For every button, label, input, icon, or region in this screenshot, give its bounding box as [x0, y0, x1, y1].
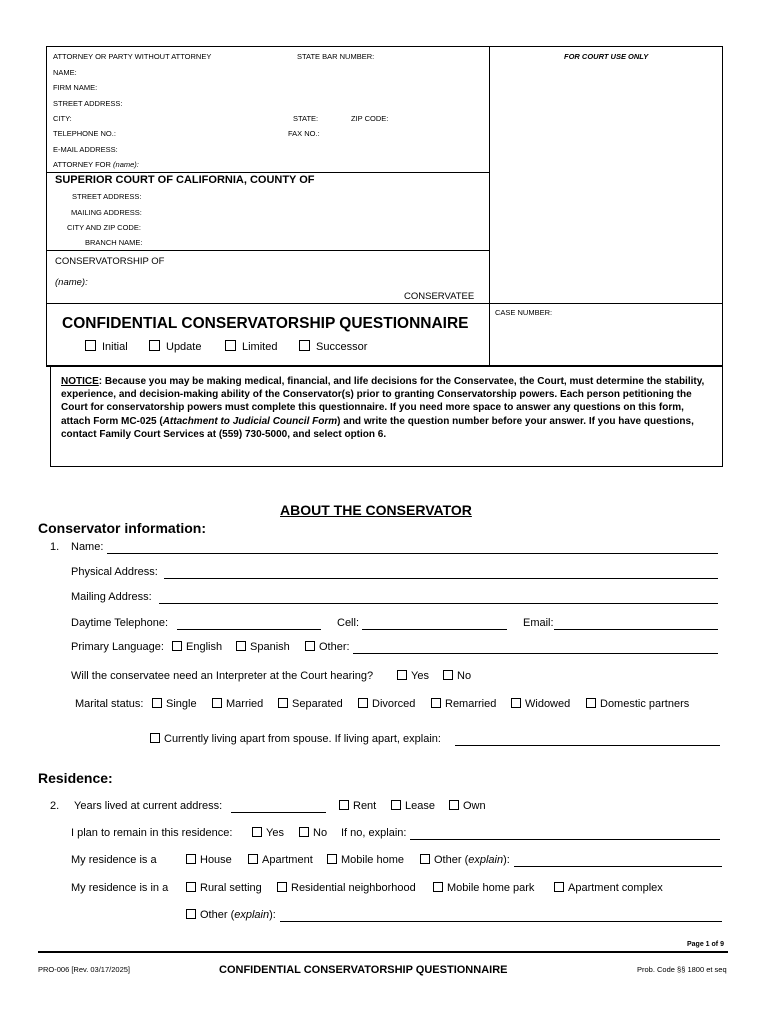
remain-label: I plan to remain in this residence: [71, 827, 233, 839]
case-top-rule [46, 250, 489, 251]
court-title: SUPERIOR COURT OF CALIFORNIA, COUNTY OF [55, 174, 315, 186]
notice-text: NOTICE: Because you may be making medical, financial, and life decisions for the Conservatee, the Court, must determine the stability, experience, and decision-making ability of the Conservator(s) prior to granting Conservatorship powers. Each person petitioning the Court for conservatorship powers must complete this questionnaire. If you need more space to answer any questions on this form, attach Form MC-025 (Attachment to Judicial Council Form) and write the question number before your answer. If you have questions, contact Family Court Services at (559) 730-5000, and select option 6. [61, 376, 705, 440]
language-spanish[interactable]: Spanish [236, 641, 290, 653]
checkbox[interactable] [586, 698, 596, 708]
marital-married[interactable]: Married [212, 698, 263, 710]
form-id: PRO-006 [Rev. 03/17/2025] [38, 965, 130, 974]
checkbox[interactable] [85, 340, 96, 351]
page-number: Page 1 of 9 [687, 941, 724, 948]
checkbox[interactable] [277, 882, 287, 892]
conservatee-label: CONSERVATEE [404, 291, 475, 302]
footer-title: CONFIDENTIAL CONSERVATORSHIP QUESTIONNAIRE [219, 964, 508, 976]
type-other-field[interactable] [514, 866, 722, 867]
marital-remarried[interactable]: Remarried [431, 698, 496, 710]
checkbox[interactable] [225, 340, 236, 351]
checkbox[interactable] [212, 698, 222, 708]
checkbox[interactable] [449, 800, 459, 810]
marital-domestic-partners[interactable]: Domestic partners [586, 698, 689, 710]
setting-residential[interactable]: Residential neighborhood [277, 882, 416, 894]
language-english[interactable]: English [172, 641, 222, 653]
living-apart-field[interactable] [455, 745, 720, 746]
checkbox[interactable] [299, 827, 309, 837]
remain-no[interactable]: No [299, 827, 327, 839]
checkbox[interactable] [186, 909, 196, 919]
setting-mobile-home-park[interactable]: Mobile home park [433, 882, 534, 894]
language-label: Primary Language: [71, 641, 164, 653]
checkbox[interactable] [236, 641, 246, 651]
checkbox[interactable] [150, 733, 160, 743]
checkbox[interactable] [358, 698, 368, 708]
checkbox[interactable] [186, 882, 196, 892]
marital-widowed[interactable]: Widowed [511, 698, 570, 710]
checkbox[interactable] [327, 854, 337, 864]
tenure-own[interactable]: Own [449, 800, 486, 812]
remain-yes[interactable]: Yes [252, 827, 284, 839]
type-apartment[interactable]: Apartment [248, 854, 313, 866]
checkbox[interactable] [252, 827, 262, 837]
email-field[interactable] [554, 629, 718, 630]
checkbox[interactable] [186, 854, 196, 864]
option-successor[interactable]: Successor [299, 340, 367, 353]
cell-field[interactable] [362, 629, 507, 630]
court-city-zip-label: CITY AND ZIP CODE: [67, 223, 141, 232]
court-top-rule [46, 172, 489, 173]
attorney-for-label: ATTORNEY FOR (name): [53, 160, 139, 169]
checkbox[interactable] [397, 670, 407, 680]
mailing-address-label: Mailing Address: [71, 591, 152, 603]
type-mobile-home[interactable]: Mobile home [327, 854, 404, 866]
city-label: CITY: [53, 114, 72, 123]
checkbox[interactable] [305, 641, 315, 651]
conservatee-name-label: (name): [55, 277, 88, 288]
physical-address-field[interactable] [164, 578, 718, 579]
court-branch-label: BRANCH NAME: [85, 238, 143, 247]
attorney-label: ATTORNEY OR PARTY WITHOUT ATTORNEY [53, 52, 212, 61]
section-title: ABOUT THE CONSERVATOR [280, 502, 472, 518]
firm-label: FIRM NAME: [53, 83, 98, 92]
setting-other[interactable]: Other (explain): [186, 909, 276, 921]
checkbox[interactable] [339, 800, 349, 810]
state-label: STATE: [293, 114, 319, 123]
checkbox[interactable] [420, 854, 430, 864]
if-no-label: If no, explain: [341, 827, 407, 839]
option-update[interactable]: Update [149, 340, 201, 353]
name-field[interactable] [107, 553, 718, 554]
checkbox[interactable] [511, 698, 521, 708]
checkbox[interactable] [299, 340, 310, 351]
marital-label: Marital status: [75, 698, 144, 710]
tenure-lease[interactable]: Lease [391, 800, 435, 812]
interpreter-question: Will the conservatee need an Interpreter at the Court hearing? [71, 670, 374, 682]
phone-label: TELEPHONE NO.: [53, 129, 116, 138]
mailing-address-field[interactable] [159, 603, 718, 604]
zip-label: ZIP CODE: [351, 114, 389, 123]
name-field-label: Name: [71, 541, 104, 553]
marital-divorced[interactable]: Divorced [358, 698, 415, 710]
conservator-info-heading: Conservator information: [38, 520, 207, 536]
checkbox[interactable] [149, 340, 160, 351]
option-limited[interactable]: Limited [225, 340, 277, 353]
fax-label: FAX NO.: [288, 129, 320, 138]
cell-label: Cell: [337, 617, 360, 629]
item-1-number: 1. [50, 541, 60, 553]
court-mailing-label: MAILING ADDRESS: [71, 208, 142, 217]
checkbox[interactable] [248, 854, 258, 864]
daytime-phone-field[interactable] [177, 629, 321, 630]
setting-apartment-complex[interactable]: Apartment complex [554, 882, 663, 894]
daytime-phone-label: Daytime Telephone: [71, 617, 169, 629]
interpreter-yes[interactable]: Yes [397, 670, 429, 682]
email-field-label: Email: [523, 617, 554, 629]
years-label: Years lived at current address: [74, 800, 223, 812]
case-number-label: CASE NUMBER: [495, 308, 553, 317]
title-top-rule [46, 303, 723, 304]
item-2-number: 2. [50, 800, 60, 812]
court-street-label: STREET ADDRESS: [72, 192, 142, 201]
setting-rural[interactable]: Rural setting [186, 882, 262, 894]
checkbox[interactable] [172, 641, 182, 651]
type-other[interactable]: Other (explain): [420, 854, 510, 866]
setting-other-field[interactable] [280, 921, 722, 922]
state-bar-label: STATE BAR NUMBER: [297, 52, 375, 61]
checkbox[interactable] [391, 800, 401, 810]
checkbox[interactable] [433, 882, 443, 892]
option-initial[interactable]: Initial [85, 340, 128, 353]
residence-heading: Residence: [38, 770, 113, 786]
marital-single[interactable]: Single [152, 698, 197, 710]
living-apart[interactable]: Currently living apart from spouse. If living apart, explain: [150, 733, 441, 745]
name-label: NAME: [53, 68, 77, 77]
email-label: E-MAIL ADDRESS: [53, 145, 118, 154]
residence-is-a-label: My residence is a [71, 854, 157, 866]
years-field[interactable] [231, 812, 326, 813]
language-other[interactable]: Other: [305, 641, 350, 653]
marital-separated[interactable]: Separated [278, 698, 343, 710]
tenure-rent[interactable]: Rent [339, 800, 376, 812]
court-use-label: FOR COURT USE ONLY [564, 52, 649, 61]
conservatorship-label: CONSERVATORSHIP OF [55, 256, 165, 267]
residence-is-in-label: My residence is in a [71, 882, 169, 894]
checkbox[interactable] [554, 882, 564, 892]
form-title: CONFIDENTIAL CONSERVATORSHIP QUESTIONNAIRE [62, 315, 469, 332]
checkbox[interactable] [431, 698, 441, 708]
type-house[interactable]: House [186, 854, 232, 866]
physical-address-label: Physical Address: [71, 566, 158, 578]
caption-divider [489, 46, 490, 366]
footer-rule [38, 951, 728, 953]
checkbox[interactable] [152, 698, 162, 708]
code-reference: Prob. Code §§ 1800 et seq [637, 965, 727, 974]
language-other-field[interactable] [353, 653, 718, 654]
if-no-field[interactable] [410, 839, 720, 840]
street-label: STREET ADDRESS: [53, 99, 123, 108]
checkbox[interactable] [278, 698, 288, 708]
interpreter-no[interactable]: No [443, 670, 471, 682]
checkbox[interactable] [443, 670, 453, 680]
